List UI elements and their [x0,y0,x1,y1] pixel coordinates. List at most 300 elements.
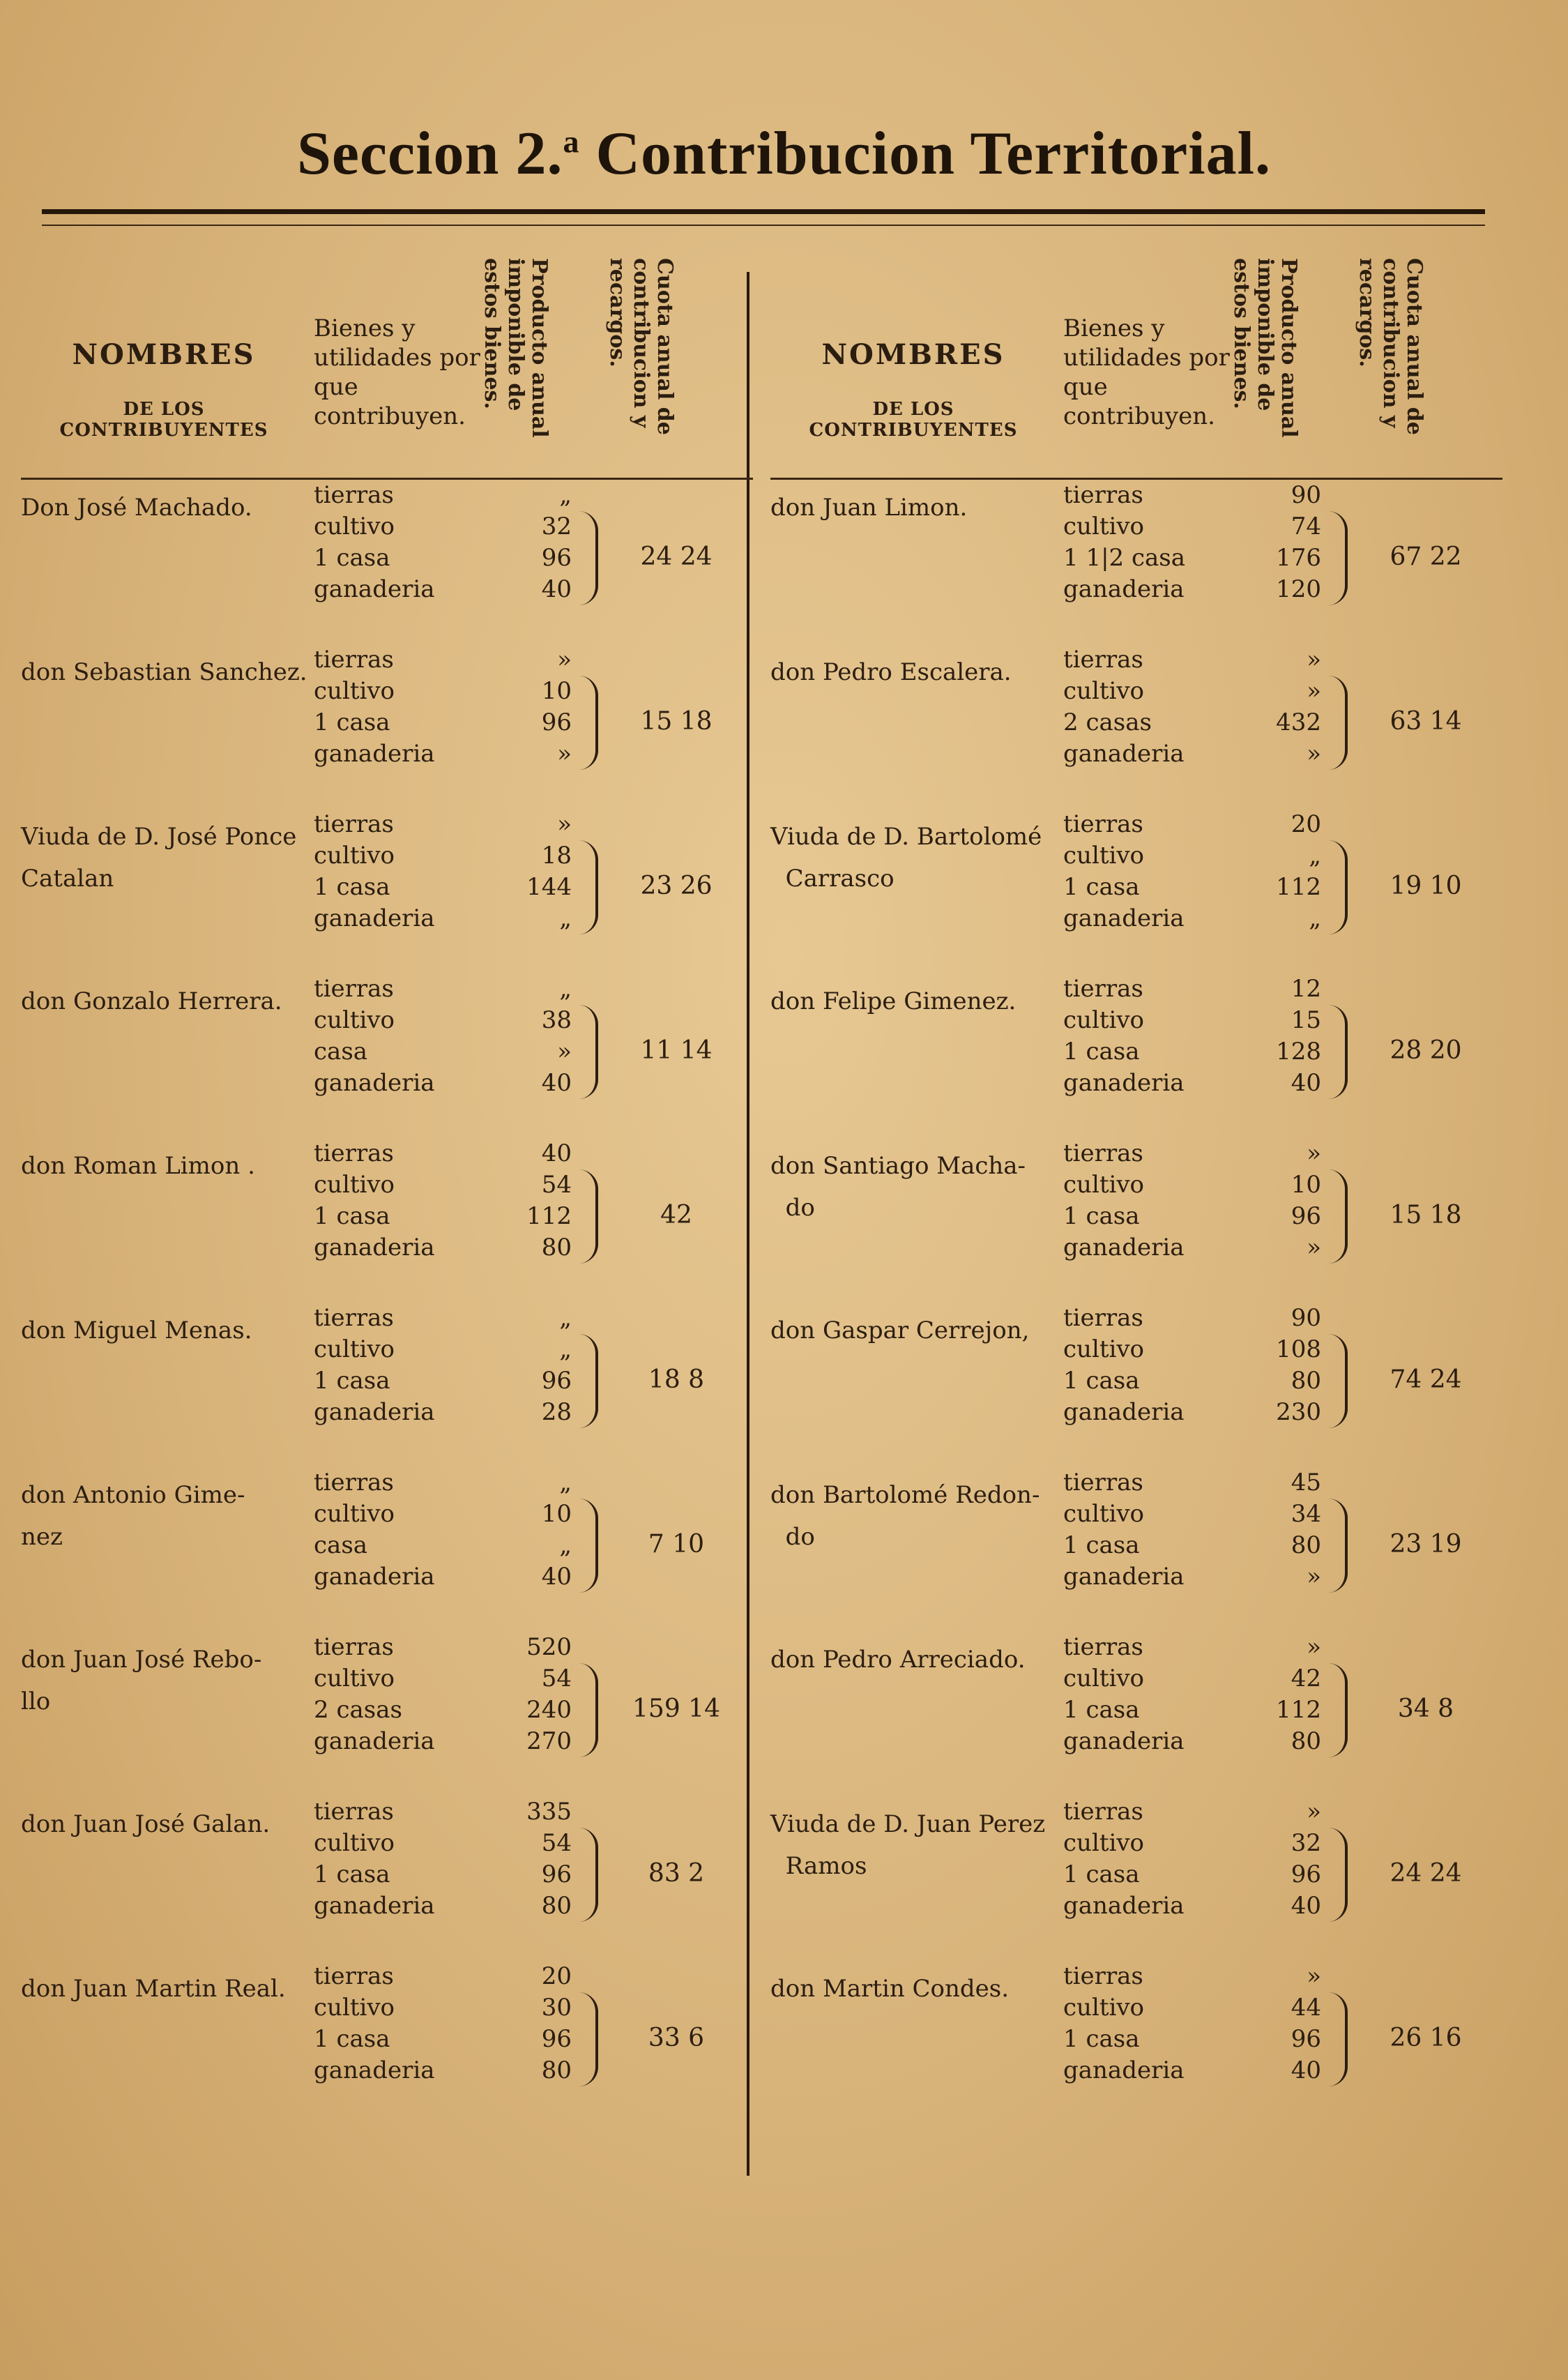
product-value: 96 [541,2025,572,2053]
asset-list [1063,1632,1231,1757]
product-value: » [1307,1962,1321,1990]
header-bienes: Bienes y utilidades por que contribuyen. [1063,314,1230,430]
product-value: 230 [1276,1398,1321,1426]
asset-item: cultivo [1063,1006,1145,1034]
contributor-name: don Martin Condes. [770,1975,1010,2003]
asset-item: cultivo [314,1829,395,1857]
product-value: 10 [541,1500,572,1528]
asset-item: tierras [314,646,394,674]
asset-item: 1 casa [1063,1367,1140,1395]
contributor-name: Viuda de D. Bartolomé Carrasco [770,823,1042,893]
asset-list [1063,1796,1231,1922]
asset-item: ganaderia [314,1234,435,1261]
brace [1328,1828,1348,1922]
header-names-sub: DE LOS CONTRIBUYENTES [809,399,1018,441]
header-names-sub: DE LOS CONTRIBUYENTES [59,399,268,441]
asset-item: tierras [314,1633,394,1661]
product-values [502,1138,572,1264]
product-value: 10 [1291,1171,1321,1199]
product-value: 34 [1291,1500,1321,1528]
product-value: 10 [541,677,572,705]
product-value: 32 [541,513,572,540]
product-values [502,1303,572,1428]
product-values [502,1961,572,2086]
asset-item: cultivo [314,842,395,870]
contributor-entry [21,1303,753,1467]
header-cuota: Cuota anual de contribucion y recargos. [605,258,677,435]
cuota-value: 67 22 [1390,543,1462,571]
left-panel [21,248,753,2125]
asset-item: 1 1|2 casa [1063,544,1185,572]
contributor-name: don Roman Limon . [21,1152,255,1180]
product-values [1251,1796,1321,1922]
asset-item: cultivo [314,677,395,705]
asset-item: cultivo [314,513,395,540]
product-value: „ [559,1335,572,1363]
product-value: 30 [541,1994,572,2022]
contributor-name: don Antonio Gime- nez [21,1481,245,1551]
product-value: » [557,1038,572,1066]
cuota-value: 24 24 [1390,1859,1462,1888]
contributor-entry [21,1961,753,2125]
contributor-name: don Sebastian Sanchez. [21,658,307,686]
product-values [502,480,572,605]
header-names [770,338,1056,441]
asset-item: ganaderia [314,1069,435,1097]
product-value: 96 [1291,1860,1321,1888]
product-value: 108 [1276,1335,1321,1363]
product-value: 90 [1291,481,1321,509]
asset-item: casa [314,1038,368,1066]
product-value: „ [559,1531,572,1559]
product-value: 80 [1291,1531,1321,1559]
asset-list [314,1796,481,1922]
cuota-value: 11 14 [640,1036,713,1065]
right-header [770,248,1502,480]
asset-item: 1 casa [1063,1860,1140,1888]
cuota-value: 83 2 [648,1859,705,1888]
product-values [1251,644,1321,770]
product-values [1251,480,1321,605]
brace [1328,1992,1348,2086]
contributor-name: don Juan Limon. [770,494,968,522]
brace [579,1005,598,1099]
asset-item: tierras [314,1304,394,1332]
asset-item: cultivo [1063,513,1145,540]
product-values [1251,809,1321,934]
contributor-entry [21,480,753,644]
product-value: 18 [541,842,572,870]
contributor-name: don Bartolomé Redon- do [770,1481,1040,1551]
product-value: » [557,810,572,838]
asset-list [1063,973,1231,1099]
product-value: 40 [1291,1069,1321,1097]
cuota-value: 7 10 [648,1530,705,1559]
asset-item: tierras [1063,810,1143,838]
asset-item: 1 casa [314,873,390,901]
product-value: 80 [541,1234,572,1261]
contributor-name: don Pedro Arreciado. [770,1646,1026,1674]
contributor-name: Viuda de D. José Ponce Catalan [21,823,297,893]
asset-item: 1 casa [1063,873,1140,901]
contributor-name: Viuda de D. Juan Perez Ramos [770,1810,1046,1880]
contributor-entry [21,1467,753,1632]
brace [579,840,598,934]
title-superscript: a [563,123,580,160]
asset-item: cultivo [1063,1500,1145,1528]
product-value: 45 [1291,1469,1321,1496]
product-values [502,1796,572,1922]
asset-item: tierras [1063,481,1143,509]
asset-item: tierras [314,1469,394,1496]
asset-list [314,973,481,1099]
brace [579,1499,598,1593]
product-value: 80 [1291,1727,1321,1755]
contributor-entry [21,973,753,1138]
product-value: 15 [1291,1006,1321,1034]
asset-item: cultivo [1063,1829,1145,1857]
product-value: 40 [541,1563,572,1591]
asset-item: ganaderia [314,1892,435,1920]
contributor-entry [21,1632,753,1796]
cuota-value: 24 24 [640,543,713,571]
product-values [1251,1632,1321,1757]
header-cuota: Cuota anual de contribucion y recargos. [1355,258,1426,435]
cuota-value: 74 24 [1390,1365,1462,1394]
product-value: 335 [526,1798,572,1826]
asset-item: 1 casa [1063,1531,1140,1559]
title-part-2: Contribucion Territorial. [595,120,1272,188]
asset-item: ganaderia [1063,575,1185,603]
product-value: 176 [1276,544,1321,572]
asset-item: tierras [314,975,394,1003]
product-value: 40 [541,1069,572,1097]
cuota-value: 15 18 [1390,1201,1462,1229]
contributor-entry [770,1796,1502,1961]
asset-list [314,809,481,934]
asset-item: tierras [1063,1469,1143,1496]
brace [579,1828,598,1922]
contributor-name: don Gaspar Cerrejon, [770,1317,1030,1344]
contributor-entry [770,1467,1502,1632]
contributor-name: don Juan José Galan. [21,1810,271,1838]
product-value: 96 [1291,1202,1321,1230]
asset-item: ganaderia [314,2056,435,2084]
header-names-title: NOMBRES [821,338,1005,371]
title-rule-thin [42,225,1485,226]
product-value: 112 [1276,873,1321,901]
right-entries [770,480,1502,2125]
asset-item: ganaderia [314,904,435,932]
asset-item: tierras [1063,1962,1143,1990]
contributor-entry [770,1961,1502,2125]
product-value: 74 [1291,513,1321,540]
contributor-name: don Pedro Escalera. [770,658,1012,686]
title-part-1: Seccion 2. [296,120,563,188]
asset-item: tierras [1063,1633,1143,1661]
product-value: 54 [541,1665,572,1692]
product-value: » [557,646,572,674]
product-values [1251,1138,1321,1264]
cuota-value: 18 8 [648,1365,705,1394]
product-value: „ [559,904,572,932]
product-value: „ [559,975,572,1003]
asset-item: cultivo [314,1500,395,1528]
product-value: 128 [1276,1038,1321,1066]
product-value: 12 [1291,975,1321,1003]
asset-item: 1 casa [314,544,390,572]
asset-item: 2 casas [314,1696,402,1724]
asset-list [1063,809,1231,934]
asset-item: cultivo [1063,677,1145,705]
product-value: 80 [541,1892,572,1920]
product-value: 112 [1276,1696,1321,1724]
contributor-name: don Juan Martin Real. [21,1975,286,2003]
contributor-entry [770,973,1502,1138]
product-value: 432 [1276,708,1321,736]
product-value: 40 [1291,2056,1321,2084]
product-value: „ [559,1469,572,1496]
product-value: „ [559,1304,572,1332]
asset-item: tierras [314,1962,394,1990]
brace [579,676,598,770]
product-value: 40 [1291,1892,1321,1920]
product-values [502,644,572,770]
cuota-value: 15 18 [640,707,713,736]
product-value: 54 [541,1829,572,1857]
asset-list [1063,1138,1231,1264]
asset-list [314,1961,481,2086]
product-values [502,1632,572,1757]
product-value: » [557,740,572,768]
asset-item: tierras [1063,1139,1143,1167]
asset-list [1063,1467,1231,1593]
product-value: » [1307,1234,1321,1261]
product-value: 270 [526,1727,572,1755]
asset-item: tierras [314,810,394,838]
asset-item: casa [314,1531,368,1559]
product-value: 80 [1291,1367,1321,1395]
asset-item: tierras [1063,646,1143,674]
brace [1328,676,1348,770]
product-values [502,973,572,1099]
product-value: 120 [1276,575,1321,603]
asset-item: ganaderia [1063,2056,1185,2084]
product-values [1251,1303,1321,1428]
product-value: 44 [1291,1994,1321,2022]
asset-item: ganaderia [1063,1892,1185,1920]
asset-list [1063,1961,1231,2086]
asset-item: ganaderia [1063,904,1185,932]
asset-item: 1 casa [1063,1202,1140,1230]
contributor-entry [770,1303,1502,1467]
brace [1328,1169,1348,1264]
asset-item: ganaderia [1063,1727,1185,1755]
product-value: „ [559,481,572,509]
header-names-title: NOMBRES [72,338,256,371]
contributor-name: don Juan José Rebo- llo [21,1646,262,1715]
asset-item: tierras [1063,975,1143,1003]
asset-item: ganaderia [1063,1563,1185,1591]
contributor-entry [21,644,753,809]
asset-item: cultivo [314,1006,395,1034]
product-value: 40 [541,575,572,603]
product-value: » [1307,1139,1321,1167]
asset-list [314,1138,481,1264]
asset-item: 1 casa [314,1202,390,1230]
product-values [502,809,572,934]
product-value: 520 [526,1633,572,1661]
asset-item: 1 casa [314,1367,390,1395]
product-values [1251,1961,1321,2086]
asset-list [1063,1303,1231,1428]
cuota-value: 26 16 [1390,2024,1462,2052]
asset-item: 1 casa [1063,1038,1140,1066]
product-values [1251,973,1321,1099]
contributor-entry [770,1632,1502,1796]
product-value: 20 [541,1962,572,1990]
product-value: 38 [541,1006,572,1034]
asset-item: ganaderia [1063,1069,1185,1097]
left-header [21,248,753,480]
contributor-name: don Felipe Gimenez. [770,987,1017,1015]
contributor-entry [770,480,1502,644]
asset-item: cultivo [314,1171,395,1199]
asset-item: ganaderia [1063,740,1185,768]
brace [579,1992,598,2086]
brace [579,511,598,605]
asset-item: ganaderia [314,1563,435,1591]
brace [579,1663,598,1757]
contributor-entry [21,809,753,973]
brace [579,1169,598,1264]
asset-item: 1 casa [1063,2025,1140,2053]
contributor-entry [770,1138,1502,1303]
product-value: » [1307,677,1321,705]
product-value: 240 [526,1696,572,1724]
brace [1328,1005,1348,1099]
asset-list [314,644,481,770]
contributor-entry [21,1138,753,1303]
contributor-entry [21,1796,753,1961]
product-value: 80 [541,2056,572,2084]
product-value: „ [1309,904,1321,932]
asset-item: ganaderia [1063,1398,1185,1426]
asset-item: cultivo [314,1665,395,1692]
product-value: » [1307,1563,1321,1591]
left-entries [21,480,753,2125]
right-panel [770,248,1502,2125]
page-title [0,119,1568,189]
asset-item: cultivo [314,1335,395,1363]
contributor-name: don Santiago Macha- do [770,1152,1026,1222]
product-value: 96 [1291,2025,1321,2053]
asset-list [314,1632,481,1757]
cuota-value: 19 10 [1390,872,1462,900]
product-value: 96 [541,1860,572,1888]
cuota-value: 159 14 [632,1695,720,1723]
asset-item: 1 casa [314,1860,390,1888]
brace [1328,1663,1348,1757]
asset-item: tierras [1063,1798,1143,1826]
asset-item: 1 casa [1063,1696,1140,1724]
asset-item: tierras [1063,1304,1143,1332]
product-value: 90 [1291,1304,1321,1332]
contributor-name: Don José Machado. [21,494,252,522]
asset-item: 1 casa [314,708,390,736]
asset-list [314,480,481,605]
product-value: 96 [541,544,572,572]
asset-item: ganaderia [1063,1234,1185,1261]
product-value: 54 [541,1171,572,1199]
header-producto: Producto anual imponible de estos bienes. [480,258,551,438]
brace [579,1334,598,1428]
asset-item: cultivo [1063,1171,1145,1199]
product-value: » [1307,1633,1321,1661]
contributor-name: don Miguel Menas. [21,1317,252,1344]
product-value: 42 [1291,1665,1321,1692]
cuota-value: 23 26 [640,872,713,900]
product-value: „ [1309,842,1321,870]
asset-list [314,1467,481,1593]
product-value: 96 [541,1367,572,1395]
asset-list [314,1303,481,1428]
contributor-entry [770,644,1502,809]
brace [1328,1499,1348,1593]
asset-item: tierras [314,1139,394,1167]
title-rule-thick [42,209,1485,214]
cuota-value: 33 6 [648,2024,705,2052]
brace [1328,511,1348,605]
product-value: 32 [1291,1829,1321,1857]
header-producto: Producto anual imponible de estos bienes. [1229,258,1301,438]
asset-item: ganaderia [314,1727,435,1755]
contributor-name: don Gonzalo Herrera. [21,987,282,1015]
product-value: 40 [541,1139,572,1167]
product-value: 28 [541,1398,572,1426]
asset-item: ganaderia [314,575,435,603]
product-value: » [1307,646,1321,674]
product-value: » [1307,740,1321,768]
asset-item: ganaderia [314,1398,435,1426]
brace [1328,840,1348,934]
asset-item: cultivo [314,1994,395,2022]
product-value: 112 [526,1202,572,1230]
brace [1328,1334,1348,1428]
contributor-entry [770,809,1502,973]
asset-item: ganaderia [314,740,435,768]
asset-item: cultivo [1063,1665,1145,1692]
header-bienes: Bienes y utilidades por que contribuyen. [314,314,480,430]
asset-list [1063,480,1231,605]
product-value: 144 [526,873,572,901]
product-values [1251,1467,1321,1593]
asset-list [1063,644,1231,770]
cuota-value: 34 8 [1397,1695,1454,1723]
cuota-value: 42 [660,1201,692,1229]
asset-item: tierras [314,1798,394,1826]
product-value: 96 [541,708,572,736]
cuota-value: 23 19 [1390,1530,1462,1559]
asset-item: 2 casas [1063,708,1152,736]
asset-item: 1 casa [314,2025,390,2053]
asset-item: cultivo [1063,1335,1145,1363]
product-values [502,1467,572,1593]
cuota-value: 28 20 [1390,1036,1462,1065]
product-value: 20 [1291,810,1321,838]
cuota-value: 63 14 [1390,707,1462,736]
asset-item: tierras [314,481,394,509]
